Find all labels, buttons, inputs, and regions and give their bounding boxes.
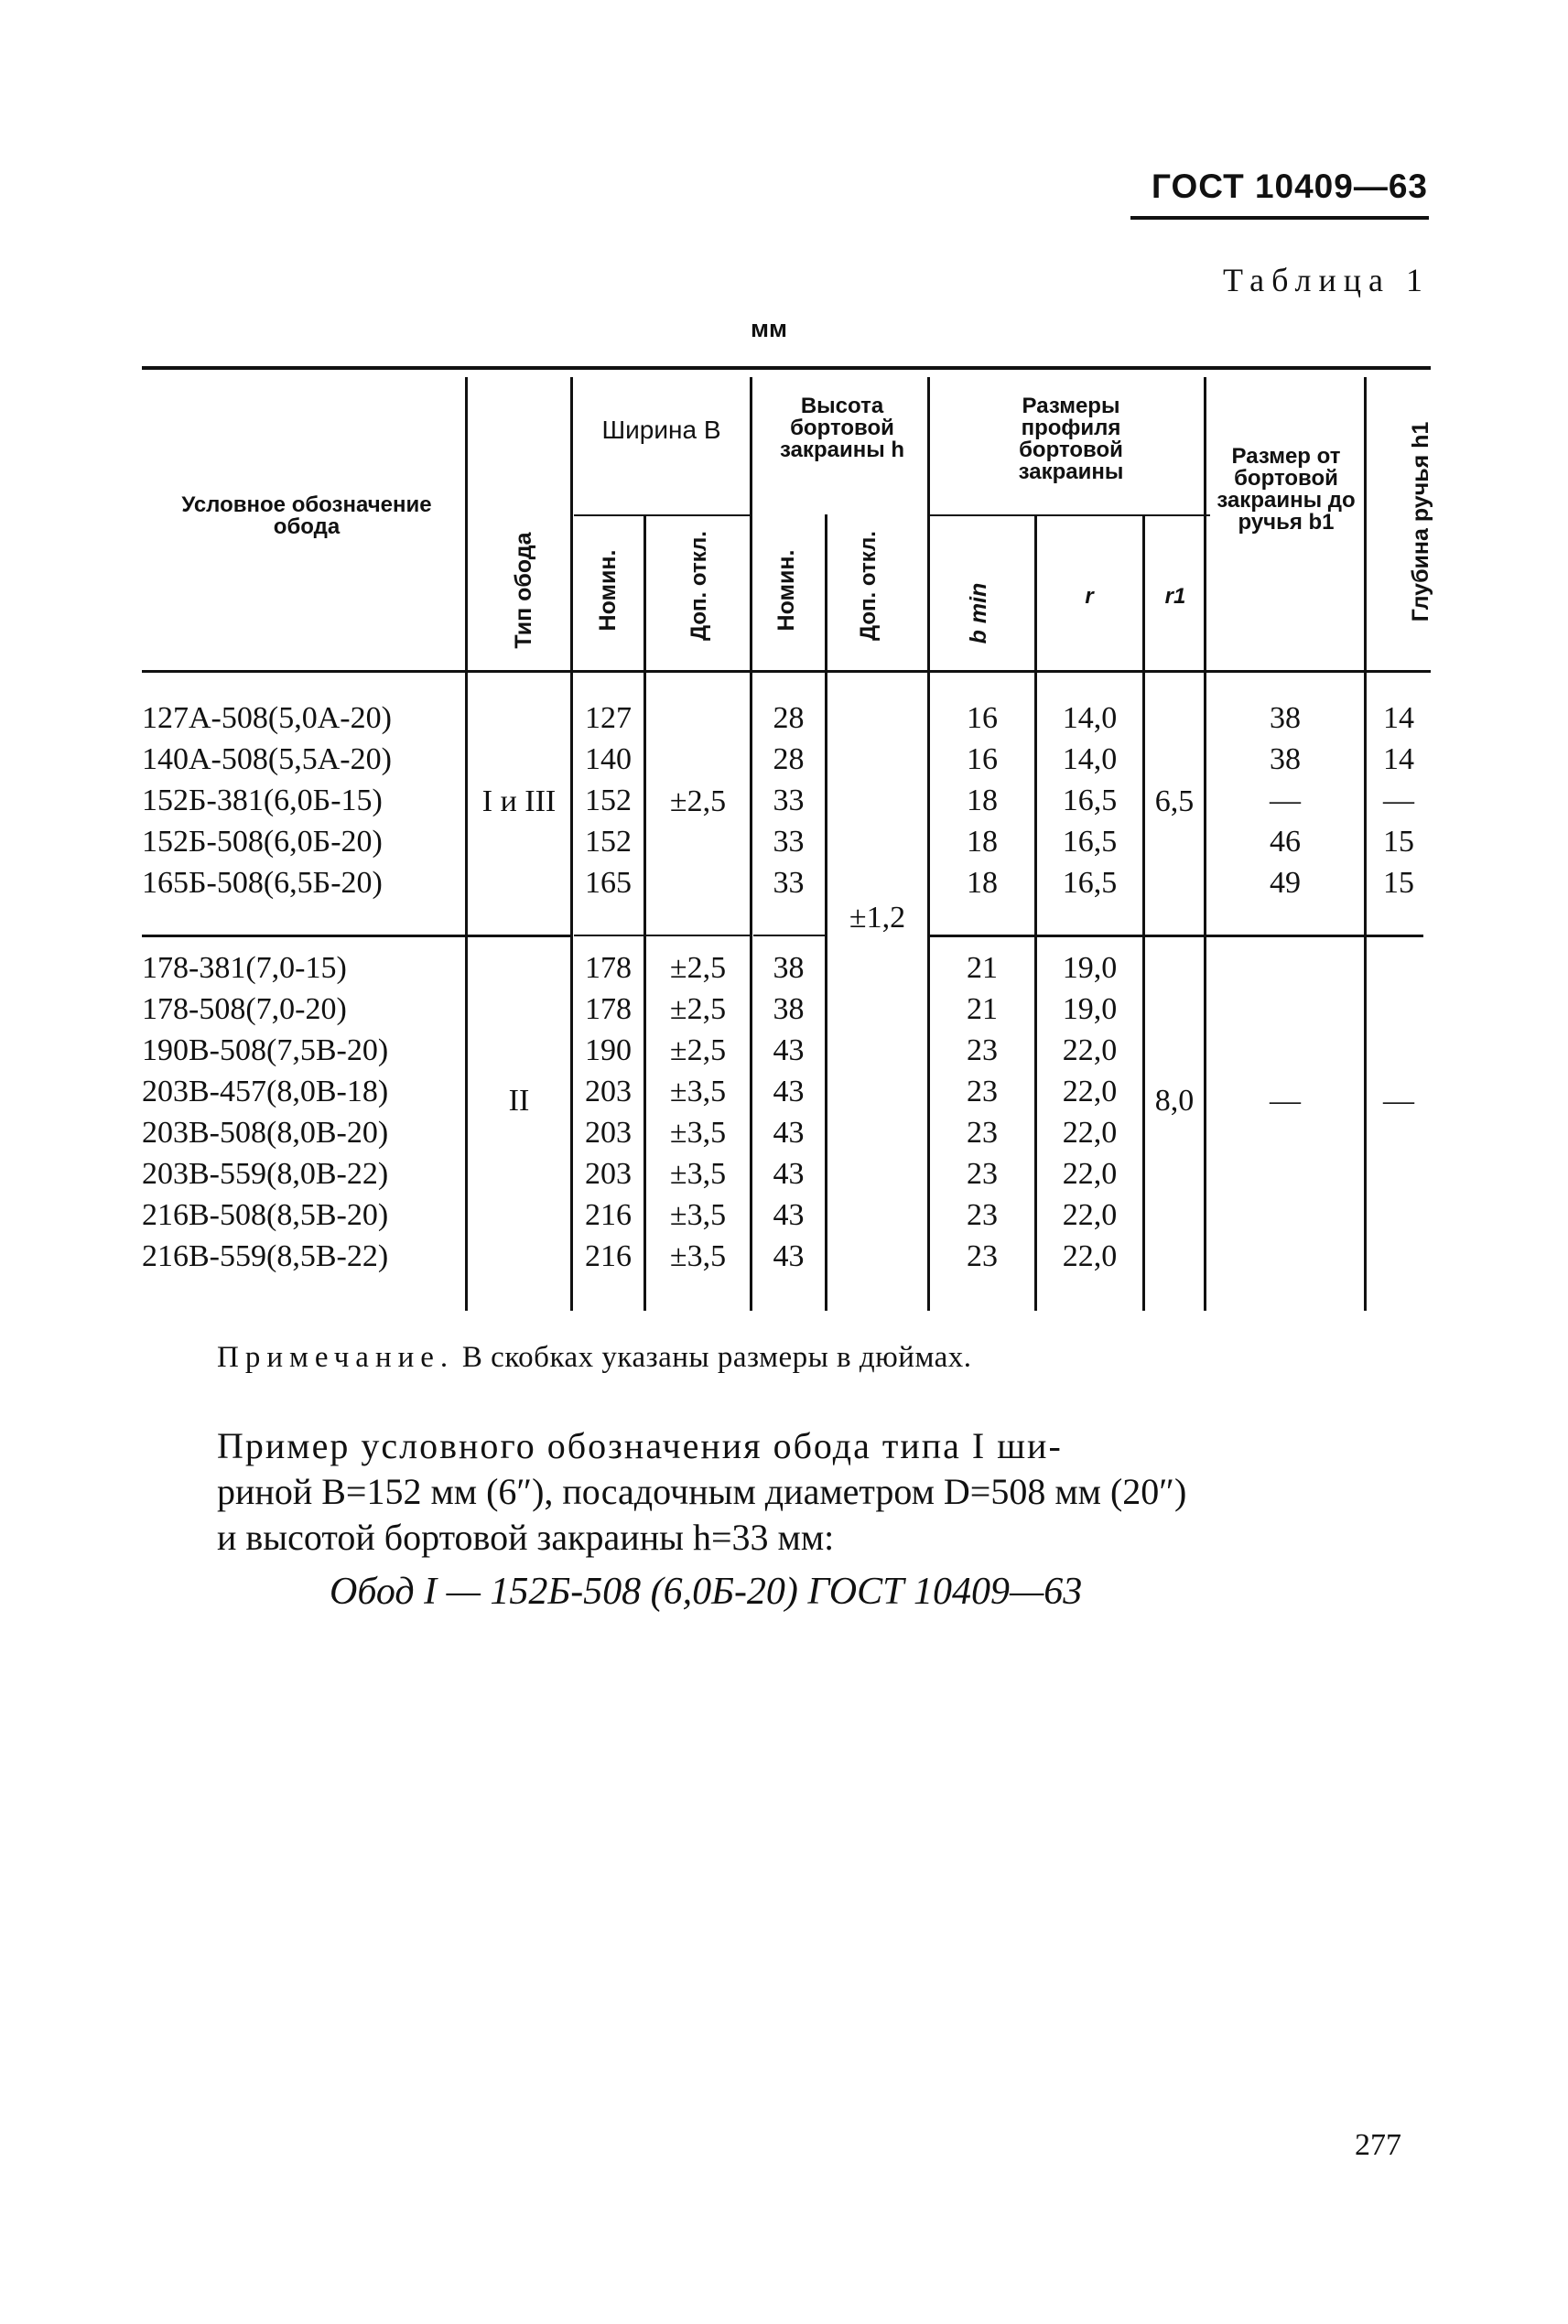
cell-h1: 14: [1383, 742, 1414, 776]
header-rule: [1130, 216, 1429, 220]
width-tolerance-group1: ±2,5: [669, 784, 727, 818]
cell-wt: ±3,5: [669, 1116, 727, 1150]
r1-group2: 8,0: [1154, 1084, 1195, 1118]
header-b-min: b min: [966, 582, 991, 644]
cell-b: 23: [967, 1157, 998, 1191]
cell-w: 203: [585, 1116, 632, 1150]
cell-h: 43: [773, 1116, 805, 1150]
cell-r: 22,0: [1062, 1116, 1118, 1150]
cell-h: 38: [773, 992, 805, 1026]
example-line-2: риной B=152 мм (6″), посадочным диаметром D=508 мм (20″): [217, 1471, 1187, 1512]
cell-w: 165: [585, 866, 632, 900]
cell-h: 28: [773, 701, 805, 735]
group-separator-width: [574, 935, 750, 936]
cell-designation: 165Б-508(6,5Б-20): [142, 866, 383, 900]
cell-h: 33: [773, 825, 805, 859]
cell-designation: 127А-508(5,0А-20): [142, 701, 392, 735]
cell-w: 216: [585, 1198, 632, 1232]
header-height-tolerance: Доп. откл.: [856, 531, 881, 641]
cell-r: 14,0: [1062, 701, 1118, 735]
cell-wt: ±2,5: [669, 951, 727, 985]
header-r: r: [1085, 584, 1094, 609]
col-rule-8: [1142, 514, 1145, 1311]
cell-h: 43: [773, 1198, 805, 1232]
cell-b1: —: [1270, 784, 1301, 817]
table-label: Таблица 1: [1223, 262, 1430, 298]
cell-r: 22,0: [1062, 1198, 1118, 1232]
cell-wt: ±3,5: [669, 1075, 727, 1108]
cell-w: 190: [585, 1033, 632, 1067]
cell-h: 43: [773, 1033, 805, 1067]
cell-designation: 152Б-508(6,0Б-20): [142, 825, 383, 859]
cell-b: 23: [967, 1239, 998, 1273]
cell-w: 203: [585, 1157, 632, 1191]
cell-h: 28: [773, 742, 805, 776]
header-r1: r1: [1164, 584, 1186, 609]
cell-designation: 203В-457(8,0В-18): [142, 1075, 389, 1108]
cell-r: 16,5: [1062, 825, 1118, 859]
cell-h1: 14: [1383, 701, 1414, 735]
cell-designation: 152Б-381(6,0Б-15): [142, 784, 383, 817]
cell-designation: 216В-559(8,5В-22): [142, 1239, 389, 1273]
cell-h: 43: [773, 1157, 805, 1191]
example-line-3: и высотой бортовой закраины h=33 мм:: [217, 1517, 835, 1558]
group-separator-left: [142, 935, 570, 937]
cell-w: 178: [585, 951, 632, 985]
cell-b: 23: [967, 1075, 998, 1108]
cell-b: 23: [967, 1116, 998, 1150]
cell-h: 33: [773, 784, 805, 817]
cell-b: 18: [967, 866, 998, 900]
example-line-1: Пример условного обозначения обода типа I ши-: [217, 1425, 1063, 1466]
header-flange-height: Высота бортовой закраины h: [779, 394, 905, 462]
col-rule-1: [465, 377, 468, 1311]
cell-w: 152: [585, 825, 632, 859]
cell-h1: 15: [1383, 825, 1414, 859]
height-tolerance: ±1,2: [849, 901, 906, 935]
cell-w: 152: [585, 784, 632, 817]
cell-wt: ±2,5: [669, 1033, 727, 1067]
cell-designation: 178-508(7,0-20): [142, 992, 347, 1026]
note-label: Примечание.: [217, 1341, 455, 1374]
cell-b1: 38: [1270, 701, 1301, 735]
header-groove-depth: Глубина ручья h1: [1408, 421, 1433, 622]
note-text: В скобках указаны размеры в дюймах.: [461, 1341, 972, 1374]
cell-w: 203: [585, 1075, 632, 1108]
cell-r: 22,0: [1062, 1157, 1118, 1191]
cell-designation: 140А-508(5,5А-20): [142, 742, 392, 776]
header-height-nominal: Номин.: [773, 549, 799, 632]
cell-designation: 178-381(7,0-15): [142, 951, 347, 985]
cell-r: 14,0: [1062, 742, 1118, 776]
cell-b: 21: [967, 992, 998, 1026]
units-label: мм: [751, 315, 787, 342]
header-rim-type: Тип обода: [511, 532, 536, 649]
header-width-tolerance: Доп. откл.: [687, 531, 711, 641]
cell-r: 19,0: [1062, 992, 1118, 1026]
cell-designation: 203В-508(8,0В-20): [142, 1116, 389, 1150]
cell-r: 22,0: [1062, 1239, 1118, 1273]
cell-r: 16,5: [1062, 784, 1118, 817]
cell-designation: 216В-508(8,5В-20): [142, 1198, 389, 1232]
cell-designation: 190В-508(7,5В-20): [142, 1033, 389, 1067]
cell-wt: ±3,5: [669, 1239, 727, 1273]
cell-w: 127: [585, 701, 632, 735]
cell-w: 140: [585, 742, 632, 776]
table-top-rule: [142, 366, 1431, 370]
header-profile: Размеры профиля бортовой закраины: [1018, 394, 1124, 484]
cell-h: 38: [773, 951, 805, 985]
profile-subheader-rule: [929, 514, 1210, 516]
cell-r: 22,0: [1062, 1033, 1118, 1067]
cell-b: 18: [967, 784, 998, 817]
cell-b: 18: [967, 825, 998, 859]
cell-b1: 38: [1270, 742, 1301, 776]
r1-group1: 6,5: [1154, 784, 1195, 818]
example-designation: Обод I — 152Б-508 (6,0Б-20) ГОСТ 10409—63: [330, 1571, 1083, 1613]
cell-h: 43: [773, 1239, 805, 1273]
groove-depth-group2: —: [1383, 1084, 1414, 1118]
cell-h1: 15: [1383, 866, 1414, 900]
header-width-nominal: Номин.: [595, 549, 621, 632]
header-designation: Условное обозначение обода: [181, 492, 432, 539]
cell-b: 16: [967, 742, 998, 776]
cell-h1: —: [1383, 784, 1414, 817]
cell-designation: 203В-559(8,0В-22): [142, 1157, 389, 1191]
cell-wt: ±2,5: [669, 992, 727, 1026]
group-separator-height: [753, 935, 827, 936]
cell-r: 16,5: [1062, 866, 1118, 900]
rim-type-group1: I и III: [481, 784, 557, 818]
cell-wt: ±3,5: [669, 1198, 727, 1232]
cell-w: 178: [585, 992, 632, 1026]
header-width: Ширина B: [601, 416, 721, 444]
header-size-b1: Размер от бортовой закраины до ручья b1: [1217, 444, 1356, 535]
cell-b: 23: [967, 1033, 998, 1067]
size-b1-group2: —: [1270, 1084, 1301, 1118]
header-bottom-rule: [142, 670, 1431, 673]
cell-b: 21: [967, 951, 998, 985]
width-subheader-rule: [574, 514, 750, 516]
cell-h: 43: [773, 1075, 805, 1108]
cell-h: 33: [773, 866, 805, 900]
table-note: [217, 1341, 972, 1375]
cell-wt: ±3,5: [669, 1157, 727, 1191]
cell-w: 216: [585, 1239, 632, 1273]
rim-type-group2: II: [508, 1084, 530, 1118]
cell-b1: 49: [1270, 866, 1301, 900]
group-separator-right: [929, 935, 1423, 937]
cell-b: 16: [967, 701, 998, 735]
cell-r: 19,0: [1062, 951, 1118, 985]
document-code: ГОСТ 10409—63: [1152, 168, 1428, 205]
cell-b1: 46: [1270, 825, 1301, 859]
cell-r: 22,0: [1062, 1075, 1118, 1108]
cell-b: 23: [967, 1198, 998, 1232]
page-number: 277: [1355, 2128, 1401, 2162]
